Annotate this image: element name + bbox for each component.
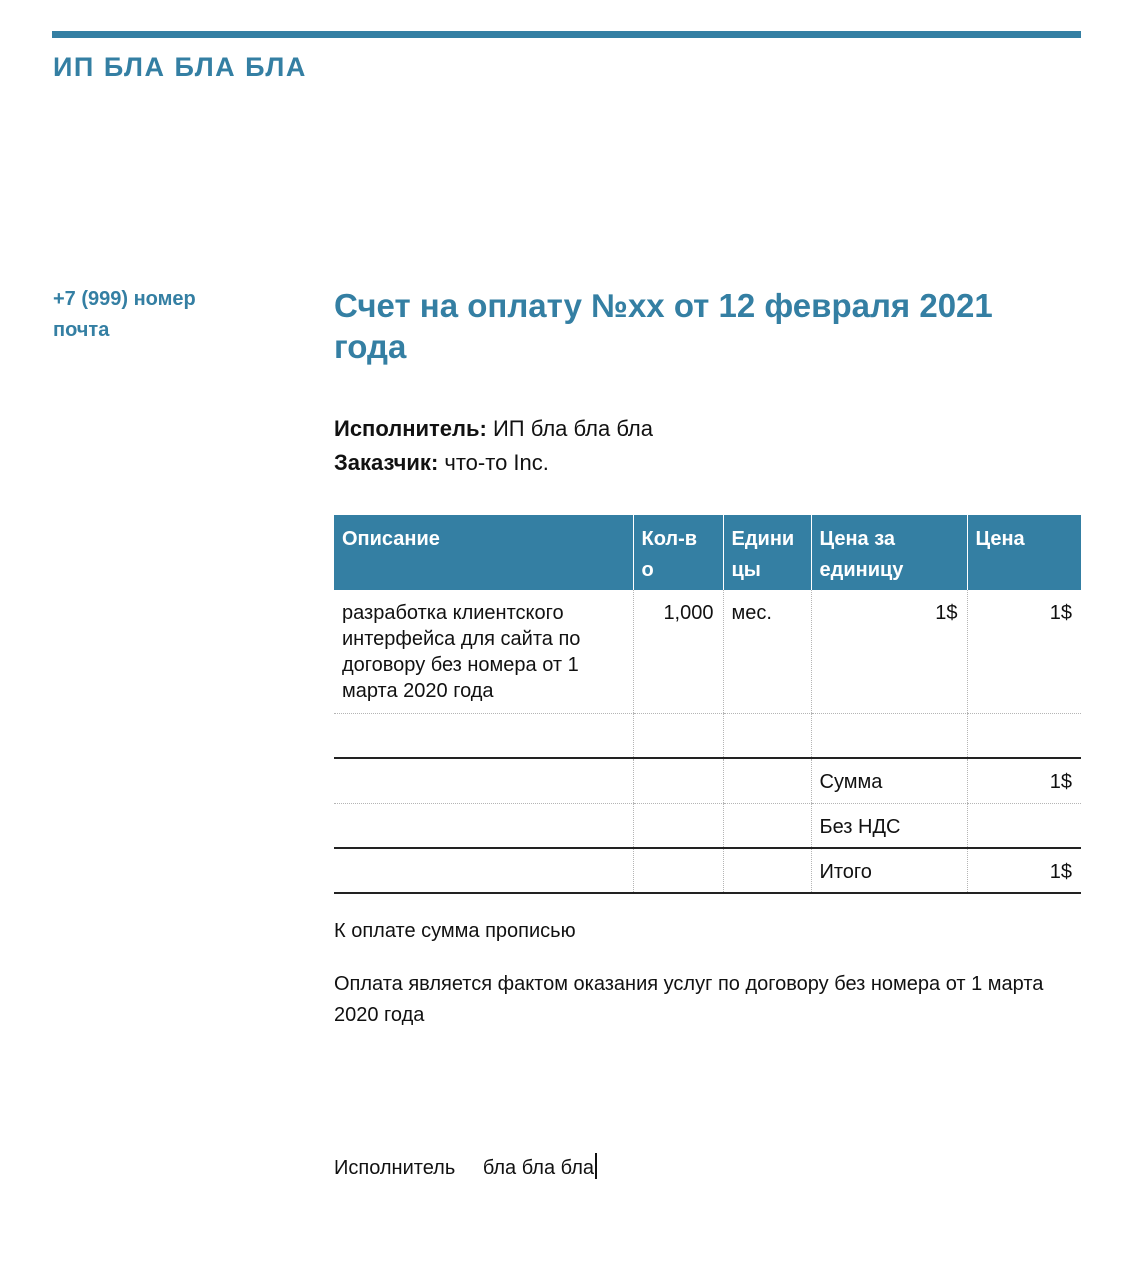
contact-block <box>53 284 196 346</box>
header-quantity: Кол-в о <box>633 515 723 590</box>
summary-label-sum: Сумма <box>811 758 967 803</box>
signature-label: Исполнитель <box>334 1157 456 1179</box>
summary-row-sum <box>334 758 1081 803</box>
customer-line <box>334 446 653 480</box>
contact-phone: +7 (999) номер <box>53 288 196 310</box>
contact-email: почта <box>53 319 110 341</box>
executor-value: ИП бла бла бла <box>492 416 653 441</box>
summary-row-total <box>334 848 1081 893</box>
parties-block <box>334 412 653 480</box>
top-rule <box>52 31 1081 38</box>
summary-label-vat: Без НДС <box>811 803 967 848</box>
summary-value-total: 1$ <box>967 848 1081 893</box>
signature-line[interactable] <box>334 1153 597 1180</box>
table-row-empty <box>334 713 1081 758</box>
header-price: Цена <box>967 515 1081 590</box>
payment-note: Оплата является фактом оказания услуг по договору без номера от 1 марта 2020 года <box>334 973 1044 1026</box>
executor-label: Исполнитель: <box>334 416 487 441</box>
company-name: ИП БЛА БЛА БЛА <box>53 52 307 82</box>
header-unit-price: Цена за единицу <box>811 515 967 590</box>
summary-row-vat <box>334 803 1081 848</box>
cell-description: разработка клиентского интерфейса для сайта по договору без номера от 1 марта 2020 года <box>334 590 633 713</box>
invoice-table <box>334 515 1081 894</box>
summary-value-sum: 1$ <box>967 758 1081 803</box>
table-header-row <box>334 515 1081 590</box>
header-units: Едини цы <box>723 515 811 590</box>
customer-label: Заказчик: <box>334 450 439 475</box>
summary-label-total: Итого <box>811 848 967 893</box>
cell-unit-price: 1$ <box>811 590 967 713</box>
customer-value: что-то Inc. <box>444 450 549 475</box>
executor-line <box>334 412 653 446</box>
cell-price: 1$ <box>967 590 1081 713</box>
summary-value-vat <box>967 803 1081 848</box>
cell-unit: мес. <box>723 590 811 713</box>
header-description: Описание <box>334 515 633 590</box>
invoice-title: Счет на оплату №хх от 12 февраля 2021 года <box>334 287 993 365</box>
text-cursor <box>595 1153 597 1179</box>
cell-quantity: 1,000 <box>633 590 723 713</box>
amount-in-words: К оплате сумма прописью <box>334 920 576 942</box>
signature-name[interactable]: бла бла бла <box>482 1157 594 1179</box>
table-row <box>334 590 1081 713</box>
